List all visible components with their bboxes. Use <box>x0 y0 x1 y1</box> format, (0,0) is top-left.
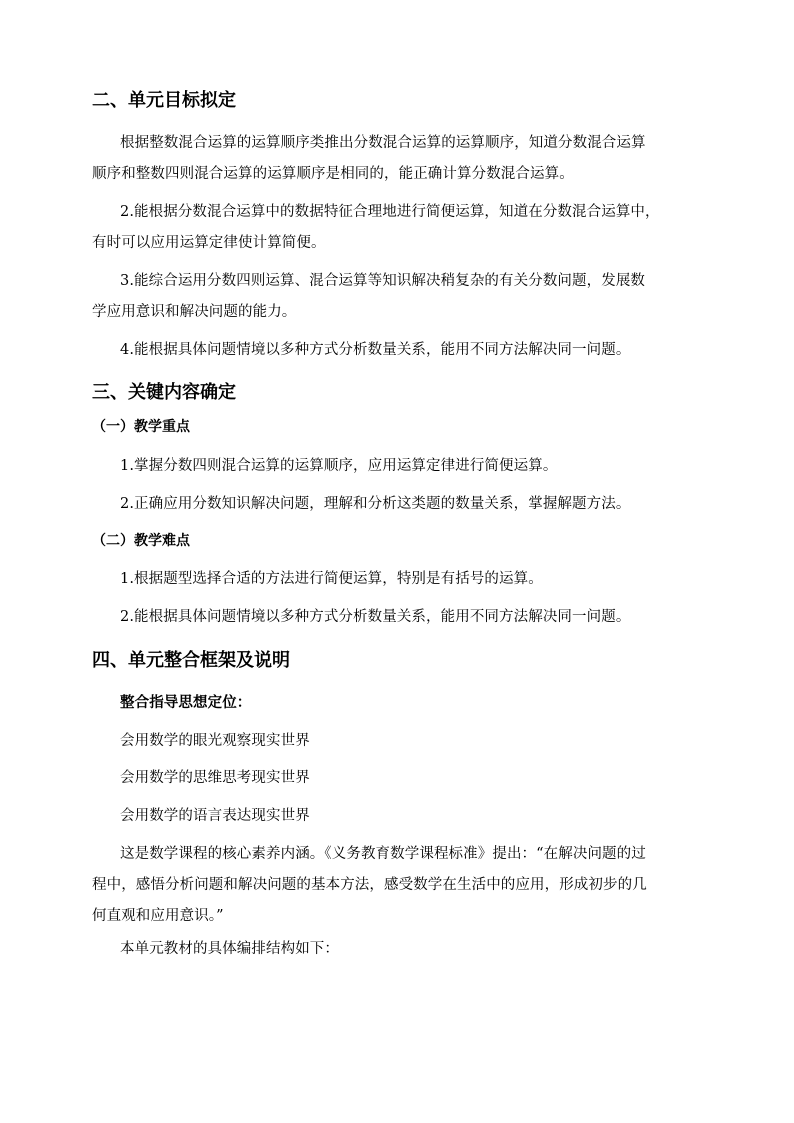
paragraph-line: 何直观和应用意识。” <box>92 908 224 924</box>
guide-line: 会用数学的语言表达现实世界 <box>120 808 310 824</box>
list-item: 2.能根据具体问题情境以多种方式分析数量关系，能用不同方法解决同一问题。 <box>120 609 631 625</box>
paragraph-line: 有时可以应用运算定律使计算简便。 <box>92 235 326 251</box>
paragraph-line: 程中，感悟分析问题和解决问题的基本方法，感受数学在生活中的应用，形成初步的几 <box>92 877 647 893</box>
paragraph-line: 学应用意识和解决问题的能力。 <box>92 304 297 320</box>
paragraph-line: 根据整数混合运算的运算顺序类推出分数混合运算的运算顺序，知道分数混合运算 <box>120 135 646 151</box>
list-item: 1.根据题型选择合适的方法进行简便运算，特别是有括号的运算。 <box>120 571 543 587</box>
guide-label: 整合指导思想定位： <box>120 695 252 711</box>
section-heading-unit-goals: 二、单元目标拟定 <box>92 90 236 111</box>
paragraph-line: 顺序和整数四则混合运算的运算顺序是相同的，能正确计算分数混合运算。 <box>92 166 574 182</box>
guide-line: 会用数学的眼光观察现实世界 <box>120 733 310 749</box>
subheading-teaching-difficulty: （二）教学难点 <box>92 533 190 549</box>
section-heading-integration-framework: 四、单元整合框架及说明 <box>92 650 290 671</box>
section-heading-key-content: 三、关键内容确定 <box>92 382 236 403</box>
paragraph-line: 4.能根据具体问题情境以多种方式分析数量关系，能用不同方法解决同一问题。 <box>120 342 631 358</box>
paragraph-line: 这是数学课程的核心素养内涵。《义务教育数学课程标准》提出：“在解决问题的过 <box>120 846 646 862</box>
subheading-teaching-focus: （一）教学重点 <box>92 419 190 435</box>
guide-line: 会用数学的思维思考现实世界 <box>120 770 310 786</box>
paragraph-line: 3.能综合运用分数四则运算、混合运算等知识解决稍复杂的有关分数问题，发展数 <box>120 273 646 289</box>
paragraph-line: 2.能根据分数混合运算中的数据特征合理地进行简便运算，知道在分数混合运算中， <box>120 204 660 220</box>
list-item: 1.掌握分数四则混合运算的运算顺序，应用运算定律进行简便运算。 <box>120 458 558 474</box>
paragraph-line: 本单元教材的具体编排结构如下： <box>120 941 339 957</box>
list-item: 2.正确应用分数知识解决问题，理解和分析这类题的数量关系，掌握解题方法。 <box>120 496 631 512</box>
